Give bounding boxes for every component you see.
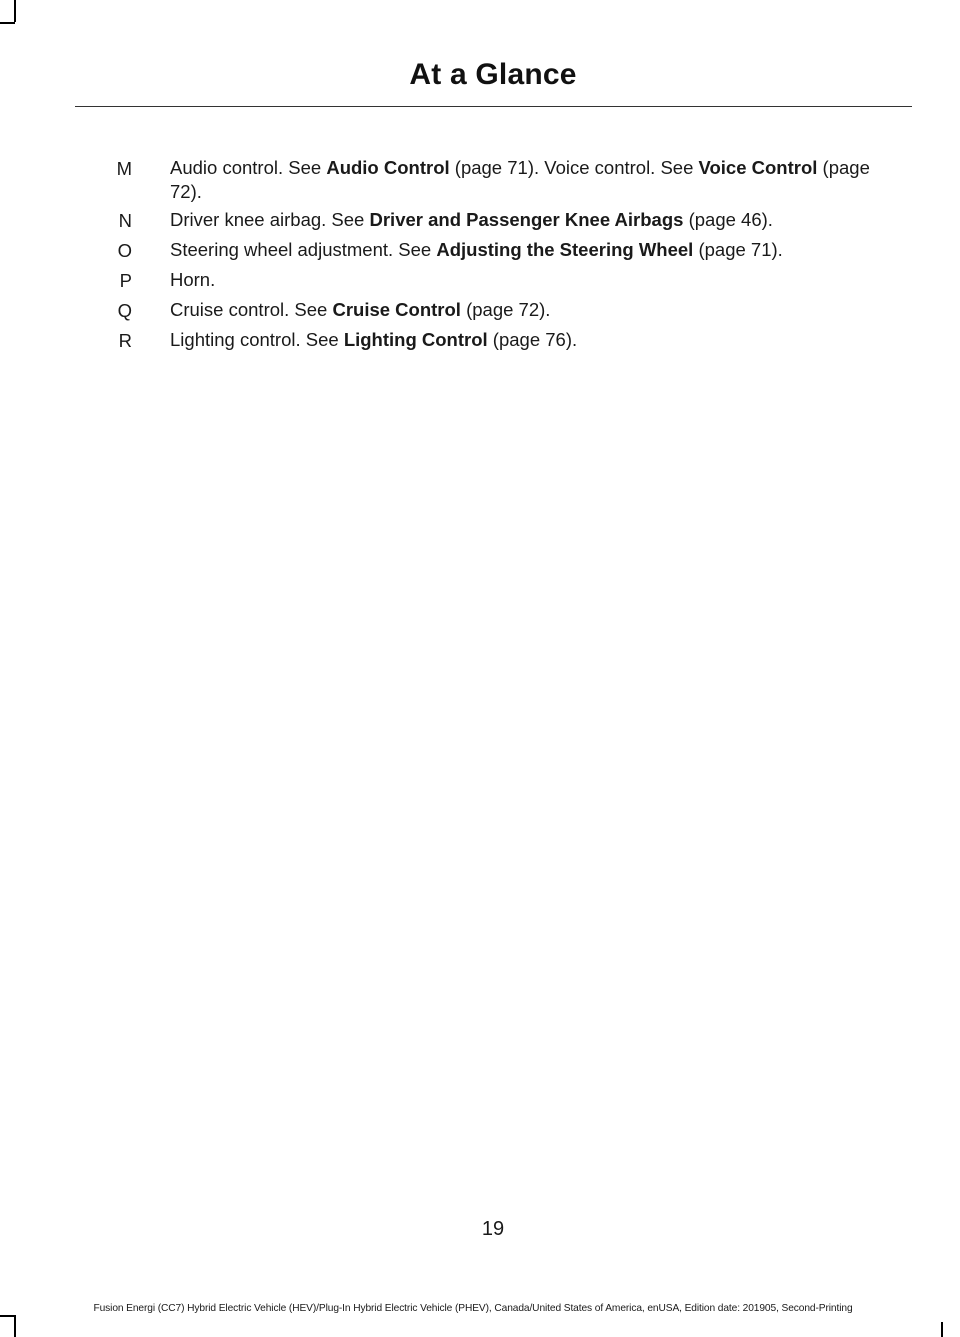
crop-mark-top-left-vertical <box>14 0 16 22</box>
cross-reference-link[interactable]: Driver and Passenger Knee Airbags <box>369 209 684 230</box>
cross-reference-link[interactable]: Voice Control <box>698 157 818 178</box>
callout-description: Horn. <box>170 269 216 290</box>
callout-description: Steering wheel adjustment. See Adjusting the Steering Wheel (page 71). <box>170 239 783 260</box>
callout-letter: O <box>117 240 132 261</box>
callout-description: Cruise control. See Cruise Control (page 72). <box>170 299 551 320</box>
callout-letter: M <box>116 158 132 179</box>
edition-footer: Fusion Energi (CC7) Hybrid Electric Vehicle (HEV)/Plug-In Hybrid Electric Vehicle (PHEV), Canada/United States of America, enUSA, Edition date: 201905, Second-Printing <box>93 1303 853 1314</box>
callout-letter: N <box>118 210 132 231</box>
callout-list <box>0 156 960 358</box>
callout-letter: P <box>119 270 132 291</box>
list-item <box>0 238 960 264</box>
callout-letter: R <box>118 330 132 351</box>
list-item <box>0 298 960 324</box>
crop-mark-bottom-left-horizontal <box>0 1315 15 1317</box>
callout-description: Audio control. See Audio Control (page 71). Voice control. See Voice Control (page 72). <box>170 157 870 202</box>
header-rule <box>75 106 912 107</box>
cross-reference-link[interactable]: Audio Control <box>326 157 450 178</box>
callout-letter: Q <box>117 300 132 321</box>
list-item <box>0 328 960 354</box>
crop-mark-bottom-left-vertical <box>14 1315 16 1337</box>
cross-reference-link[interactable]: Adjusting the Steering Wheel <box>436 239 694 260</box>
cross-reference-link[interactable]: Lighting Control <box>343 329 488 350</box>
crop-mark-top-left-horizontal <box>0 22 15 24</box>
callout-description: Lighting control. See Lighting Control (page 76). <box>170 329 578 350</box>
list-item <box>0 208 960 234</box>
cross-reference-link[interactable]: Cruise Control <box>332 299 461 320</box>
list-item <box>0 268 960 294</box>
list-item <box>0 156 960 204</box>
crop-mark-bottom-right-vertical <box>941 1322 943 1337</box>
page-title: At a Glance <box>409 58 577 91</box>
page-number: 19 <box>481 1218 505 1240</box>
callout-description: Driver knee airbag. See Driver and Passenger Knee Airbags (page 46). <box>170 209 773 230</box>
